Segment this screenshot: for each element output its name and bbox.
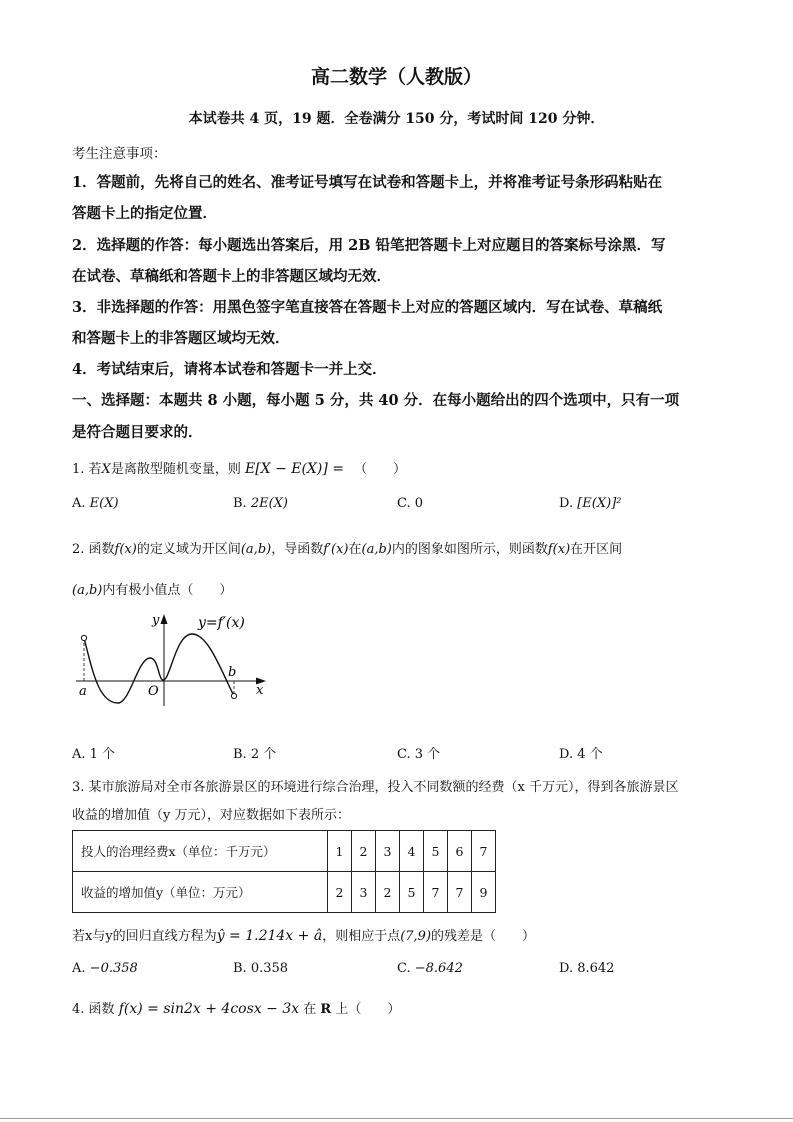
q2-option-a[interactable]: A. 1 个 (72, 747, 116, 762)
q3-option-c[interactable]: C. −8.642 (397, 961, 463, 976)
exam-info: 本试卷共 4 页，19 题．全卷满分 150 分，考试时间 120 分钟． (188, 111, 605, 127)
question-3-regression: 若x与y的回归直线方程为ŷ = 1.214x + â，则相应于点(7,9)的残差是（ ） (72, 928, 536, 944)
q1-option-c[interactable]: C. 0 (397, 496, 424, 511)
q1-prefix: 1. 若 (72, 462, 102, 477)
question-2-line-2: (a,b)内有极小值点（ ） (72, 583, 233, 598)
q1-option-b[interactable]: B. 2E(X) (233, 496, 288, 511)
table-cell: 6 (448, 831, 472, 872)
graph-label: y=f′(x) (198, 615, 245, 631)
q3-option-a[interactable]: A. −0.358 (72, 961, 138, 976)
y-axis-arrow-icon (161, 614, 168, 624)
table-cell: 5 (424, 831, 448, 872)
derivative-graph (70, 608, 280, 708)
table-cell: 3 (352, 872, 376, 913)
table-row (73, 872, 496, 913)
table-cell: 2 (328, 872, 352, 913)
derivative-curve (84, 634, 237, 703)
table-cell: 2 (376, 872, 400, 913)
notice-item-2-line-1: 2．选择题的作答：每小题选出答案后，用 2B 铅笔把答题卡上对应题目的答案标号涂黑．写 (72, 237, 666, 254)
table-cell: 3 (376, 831, 400, 872)
point-b-label: b (228, 665, 237, 680)
q1-expression: E[X − E(X)] = (244, 461, 345, 477)
table-cell: 1 (328, 831, 352, 872)
table-cell: 5 (400, 872, 424, 913)
row-label-x: 投人的治理经费x（单位：千万元） (73, 831, 328, 872)
origin-label: O (148, 684, 159, 699)
y-axis-label: y (152, 613, 160, 628)
q2-option-c[interactable]: C. 3 个 (397, 747, 441, 762)
point-a-label: a (79, 684, 87, 699)
q3-option-b[interactable]: B. 0.358 (233, 961, 289, 976)
notice-item-1-line-1: 1．答题前，先将自己的姓名、准考证号填写在试卷和答题卡上，并将准考证号条形码粘贴在 (72, 174, 663, 191)
data-table (72, 830, 496, 913)
table-cell: 4 (400, 831, 424, 872)
notice-item-1-line-2: 答题卡上的指定位置． (72, 205, 217, 222)
notice-item-4: 4．考试结束后，请将本试卷和答题卡一并上交． (72, 361, 387, 378)
q2-option-b[interactable]: B. 2 个 (233, 747, 277, 762)
table-cell: 2 (352, 831, 376, 872)
endpoint-b (231, 693, 236, 698)
table-cell: 9 (472, 872, 496, 913)
row-label-y: 收益的增加值y（单位：万元） (73, 872, 328, 913)
q1-option-a[interactable]: A. E(X) (72, 496, 119, 511)
q3-option-d[interactable]: D. 8.642 (559, 961, 615, 976)
table-cell: 7 (448, 872, 472, 913)
notice-heading: 考生注意事项： (72, 146, 167, 162)
q1-var: X (101, 462, 111, 477)
q2-option-d[interactable]: D. 4 个 (559, 747, 603, 762)
table-cell: 7 (424, 872, 448, 913)
table-cell: 7 (472, 831, 496, 872)
question-3-line-2: 收益的增加值（y 万元），对应数据如下表所示： (72, 808, 350, 823)
question-1-stem (72, 458, 406, 477)
question-4-stem: 4. 函数 f(x) = sin2x + 4cosx − 3x 在 R 上（ ） (72, 1001, 401, 1017)
page-bottom-rule (0, 1118, 793, 1119)
endpoint-a (81, 635, 86, 640)
q1-mid: 是离散型随机变量，则 (110, 462, 241, 477)
question-3-line-1: 3. 某市旅游局对全市各旅游景区的环境进行综合治理，投入不同数额的经费（x 千万元），得到各旅游景区 (72, 780, 679, 795)
q1-answer-paren: （ ） (354, 462, 407, 477)
page-title: 高二数学（人教版） (310, 66, 482, 88)
x-axis-label: x (256, 683, 264, 698)
notice-item-2-line-2: 在试卷、草稿纸和答题卡上的非答题区域均无效． (72, 268, 391, 285)
q1-option-d[interactable]: D. [E(X)]² (559, 496, 622, 511)
question-2-line-1: 2. 函数f(x)的定义域为开区间(a,b)，导函数f′(x)在(a,b)内的图象如图所示，则函数f(x)在开区间 (72, 542, 623, 557)
notice-item-3-line-1: 3．非选择题的作答：用黑色签字笔直接答在答题卡上对应的答题区域内．写在试卷、草稿纸 (72, 299, 663, 316)
section-heading-line-2: 是符合题目要求的． (72, 424, 203, 441)
notice-item-3-line-2: 和答题卡上的非答题区域均无效． (72, 330, 290, 347)
section-heading-line-1: 一、选择题：本题共 8 小题，每小题 5 分，共 40 分．在每小题给出的四个选项中，只有一项 (72, 392, 680, 409)
table-row (73, 831, 496, 872)
